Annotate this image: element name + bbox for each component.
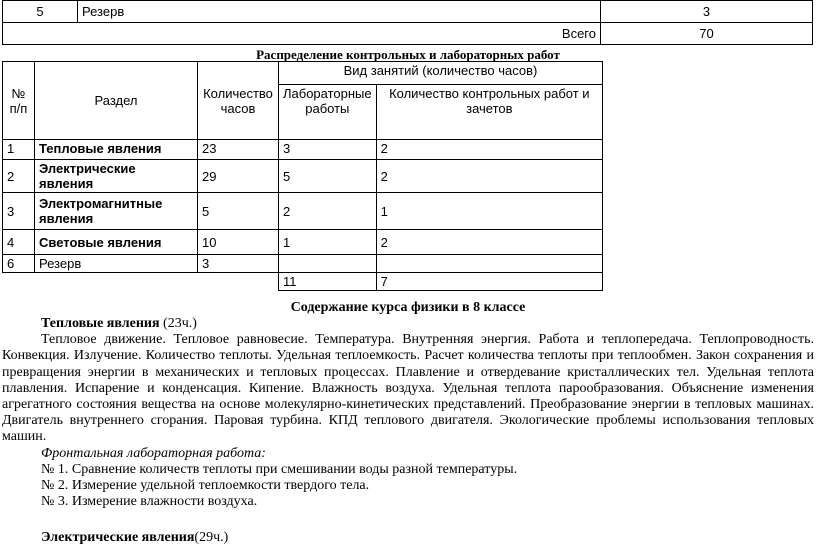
row-tests: 1 (376, 193, 602, 230)
row-name: Резерв (78, 1, 601, 23)
lab-item: № 3. Измерение влажности воздуха. (41, 494, 258, 510)
row-name: Электромагнитные явления (35, 193, 198, 230)
section-heading (2, 316, 814, 332)
row-hours: 5 (198, 193, 279, 230)
row-hours: 3 (601, 1, 813, 23)
total-value: 70 (601, 23, 813, 45)
distribution-table (2, 61, 603, 291)
table-row (3, 23, 813, 45)
row-labs: 3 (279, 140, 377, 160)
table-row (3, 140, 603, 160)
course-title: Содержание курса физики в 8 классе (290, 300, 526, 315)
row-number: 2 (3, 160, 35, 193)
section-text: Тепловое движение. Тепловое равновесие. Температура. Внутренняя энергия. Работа и теплопередача. Теплопроводность. Конвекция. Излучение. Количество теплоты. Удельная теплоемкость. Расчет количества теплоты при теплообмен. Закон сохранения и превращения энергии в механических и тепловых процессах. Плавление и отвердевание кристаллических тел. Удельная теплота плавления. Испарение и конденсация. Кипение. Влажность воздуха. Удельная теплота парообразования. Объяснение изменения агрегатного состояния вещества на основе молекулярно-кинетических представлений. Преобразование энергии в тепловых машинах. Двигатель внутреннего сгорания. Паровая турбина. КПД теплового двигателя. Экологические проблемы использования тепловых машин. (2, 332, 814, 445)
row-tests: 2 (376, 160, 602, 193)
labs-heading: Фронтальная лабораторная работа: (41, 445, 266, 461)
table-row (3, 1, 813, 23)
row-hours: 10 (198, 230, 279, 255)
row-name: Тепловые явления (35, 140, 198, 160)
row-number: 1 (3, 140, 35, 160)
row-number: 4 (3, 230, 35, 255)
table-row (3, 160, 603, 193)
header-row (3, 62, 603, 85)
row-name: Электрические явления (35, 160, 198, 193)
row-labs (279, 255, 377, 273)
row-labs: 1 (279, 230, 377, 255)
row-hours: 29 (198, 160, 279, 193)
header-labs: Лабораторные работы (279, 85, 377, 140)
section-hours: (23ч.) (159, 316, 197, 331)
row-hours: 3 (198, 255, 279, 273)
section-title: Электрические явления (41, 530, 195, 546)
row-hours: 23 (198, 140, 279, 160)
course-content (2, 316, 814, 547)
total-tests: 7 (376, 273, 602, 291)
lab-item: № 2. Измерение удельной теплоемкости твердого тела. (41, 478, 370, 494)
row-tests: 2 (376, 140, 602, 160)
row-labs: 5 (279, 160, 377, 193)
section-hours: (29ч.) (194, 530, 229, 546)
header-hours: Количество часов (198, 62, 279, 140)
row-labs: 2 (279, 193, 377, 230)
table-row (3, 230, 603, 255)
section-heading (2, 530, 814, 546)
section-title: Тепловые явления (41, 316, 160, 331)
lab-item: № 1. Сравнение количеств теплоты при смешивании воды разной температуры. (41, 461, 518, 477)
row-number: 3 (3, 193, 35, 230)
row-name: Световые явления (35, 230, 198, 255)
total-labs: 11 (279, 273, 377, 291)
row-tests: 2 (376, 230, 602, 255)
row-number: 6 (3, 255, 35, 273)
total-label: Всего (3, 23, 601, 45)
header-section: Раздел (35, 62, 198, 140)
table-title: Распределение контрольных и лабораторных работ (256, 47, 560, 62)
header-num: № п/п (3, 62, 35, 140)
table-row (3, 255, 603, 273)
row-name: Резерв (35, 255, 198, 273)
row-tests (376, 255, 602, 273)
totals-row (3, 273, 603, 291)
header-activity: Вид занятий (количество часов) (279, 62, 603, 85)
header-tests: Количество контрольных работ и зачетов (376, 85, 602, 140)
row-number: 5 (3, 1, 78, 23)
table-row (3, 193, 603, 230)
top-table (2, 0, 813, 45)
